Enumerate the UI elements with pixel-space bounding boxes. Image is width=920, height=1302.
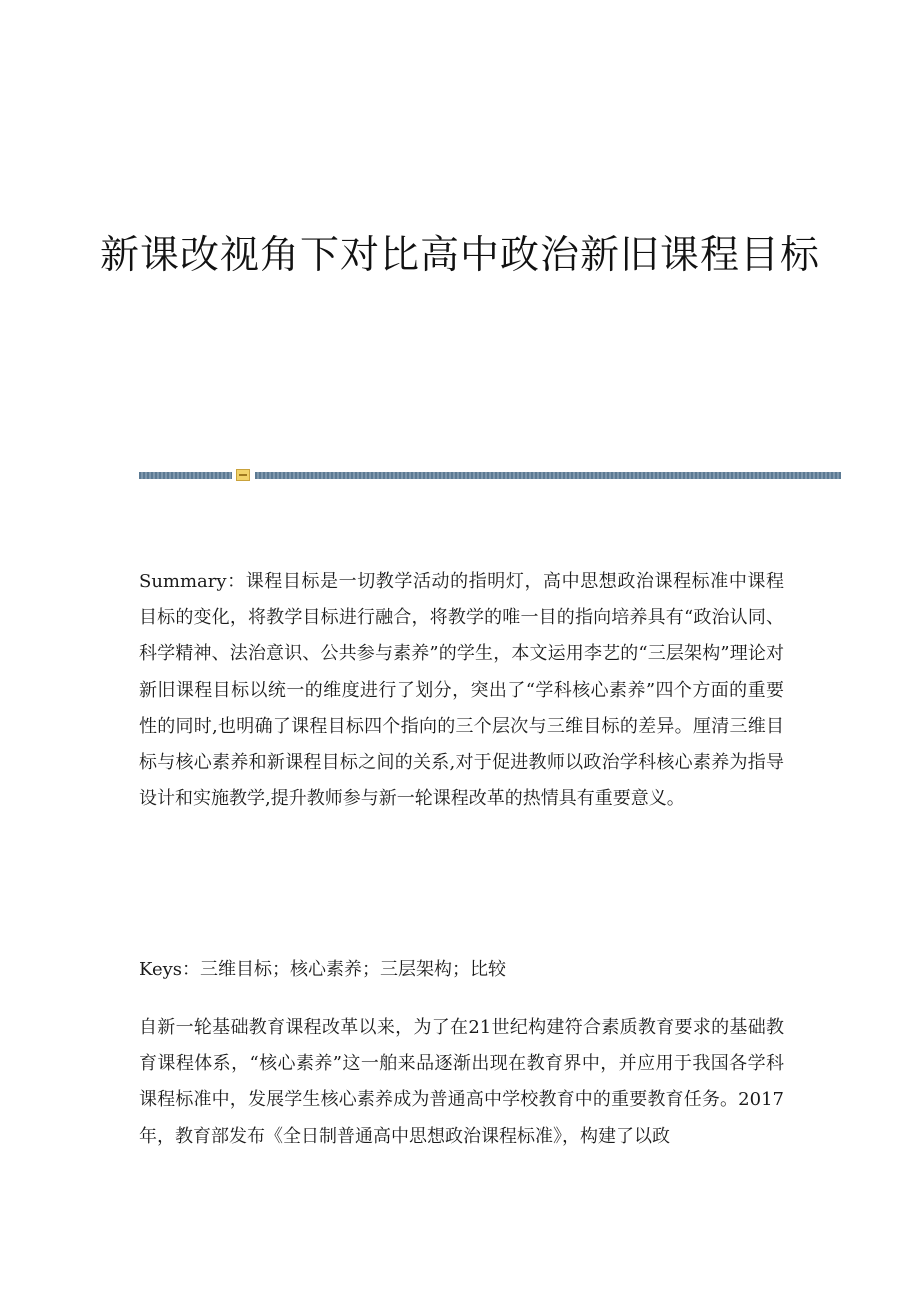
keywords-line: Keys：三维目标；核心素养；三层架构；比较 [139,959,507,980]
divider-ornament-icon [236,469,250,481]
divider-bar-right [255,472,841,479]
body-paragraph: 自新一轮基础教育课程改革以来，为了在21世纪构建符合素质教育要求的基础教育课程体系，“核心素养”这一舶来品逐渐出现在教育界中，并应用于我国各学科课程标准中，发展学生核心素养成为普通高中学校教育中的重要教育任务。2017年，教育部发布《全日制普通高中思想政治课程标准》，构建了以政 [139,1017,784,1147]
document-title: 新课改视角下对比高中政治新旧课程目标 [100,233,821,278]
title-divider [139,469,841,481]
summary-paragraph: Summary：课程目标是一切教学活动的指明灯，高中思想政治课程标准中课程目标的变化，将教学目标进行融合，将教学的唯一目的指向培养具有“政治认同、科学精神、法治意识、公共参与素养”的学生，本文运用李艺的“三层架构”理论对新旧课程目标以统一的维度进行了划分，突出了“学科核心素养”四个方面的重要性的同时,也明确了课程目标四个指向的三个层次与三维目标的差异。厘清三维目标与核心素养和新课程目标之间的关系,对于促进教师以政治学科核心素养为指导设计和实施教学,提升教师参与新一轮课程改革的热情具有重要意义。 [139,571,784,810]
divider-bar-left [139,472,232,479]
